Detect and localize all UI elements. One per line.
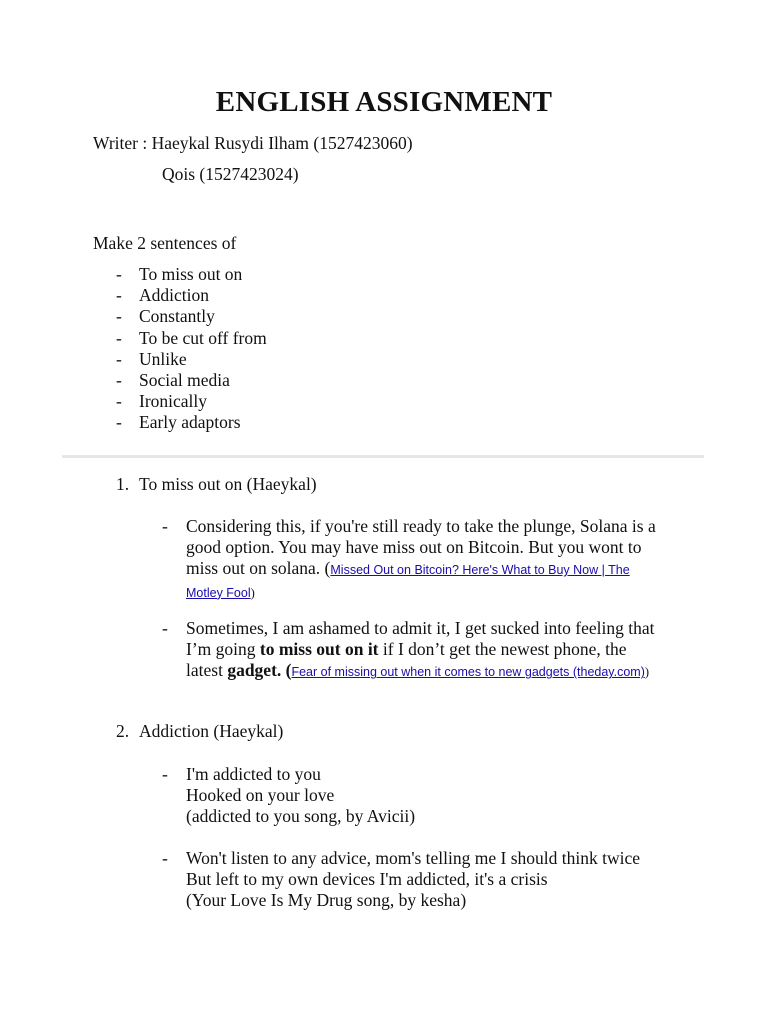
sentence-line: I'm addicted to you (186, 764, 321, 784)
sentence-line: (addicted to you song, by Avicii) (186, 806, 416, 827)
dash-marker: - (116, 264, 122, 284)
closing-paren: ) (250, 585, 255, 600)
writer-line: Writer : Haeykal Rusydi Ilham (1527423060) (93, 133, 413, 153)
section-heading-1 (116, 474, 317, 495)
source-link[interactable]: Missed Out on Bitcoin? Here's What to Buy Now | The (330, 563, 630, 578)
section-heading-text: To miss out on (Haeykal) (139, 474, 317, 494)
term-text: To miss out on (139, 264, 243, 284)
sentence-line: But left to my own devices I'm addicted, it's a crisis (186, 869, 548, 890)
sentence-line: Hooked on your love (186, 785, 335, 806)
highlighted-phrase: to miss out on it (259, 639, 379, 660)
sentence-line: Sometimes, I am ashamed to admit it, I get sucked into feeling that (186, 618, 655, 638)
term-text: Unlike (139, 348, 187, 369)
dash-marker: - (162, 848, 168, 868)
sentence-line (186, 558, 682, 581)
sentence-text: I’m going (186, 639, 260, 660)
dash-marker: - (116, 369, 122, 390)
section-number: 2. (116, 721, 130, 741)
sentence-line: (Your Love Is My Drug song, by kesha) (186, 890, 467, 911)
section-number: 1. (116, 474, 130, 494)
dash-marker: - (116, 391, 122, 412)
term-text: Addiction (139, 285, 209, 306)
dash-marker: - (162, 764, 168, 784)
dash-marker: - (116, 412, 122, 433)
sentence-line (186, 660, 682, 683)
dash-marker: - (116, 348, 122, 369)
term-text: To be cut off from (139, 327, 267, 348)
sentence-line: good option. You may have miss out on Bitcoin. But you wont to (186, 537, 642, 558)
instruction-text: Make 2 sentences of (93, 233, 237, 253)
example-sentence (162, 516, 682, 602)
example-sentence (162, 848, 682, 912)
sentence-text: latest (186, 660, 228, 681)
section-heading-2 (116, 721, 283, 742)
closing-paren: ) (644, 665, 650, 680)
sentence-text: if I don’t get the newest phone, the (378, 639, 627, 660)
term-text: Early adaptors (139, 412, 241, 433)
term-text: Constantly (139, 306, 215, 327)
dash-marker: - (162, 618, 168, 638)
term-text: Ironically (139, 391, 208, 412)
section-divider (62, 455, 704, 458)
sentence-text: miss out on solana. ( (186, 558, 331, 579)
sentence-line (186, 582, 682, 602)
section-heading-text: Addiction (Haeykal) (139, 721, 284, 741)
example-sentence (162, 618, 682, 684)
document-title: ENGLISH ASSIGNMENT (215, 86, 553, 118)
dash-marker: - (116, 285, 122, 306)
dash-marker: - (116, 306, 122, 327)
example-sentence (162, 764, 682, 828)
source-link-continued[interactable]: Motley Fool (186, 585, 251, 600)
sentence-line: Won't listen to any advice, mom's telling me I should think twice (186, 848, 640, 868)
highlighted-phrase: gadget. ( (227, 660, 292, 681)
writer-line-2: Qois (1527423024) (162, 164, 299, 184)
sentence-line: Considering this, if you're still ready to take the plunge, Solana is a (186, 516, 656, 536)
term-text: Social media (139, 369, 230, 390)
dash-marker: - (162, 516, 168, 536)
dash-marker: - (116, 327, 122, 348)
sentence-line (186, 639, 682, 660)
source-link[interactable]: Fear of missing out when it comes to new gadgets (theday.com) (291, 665, 645, 680)
